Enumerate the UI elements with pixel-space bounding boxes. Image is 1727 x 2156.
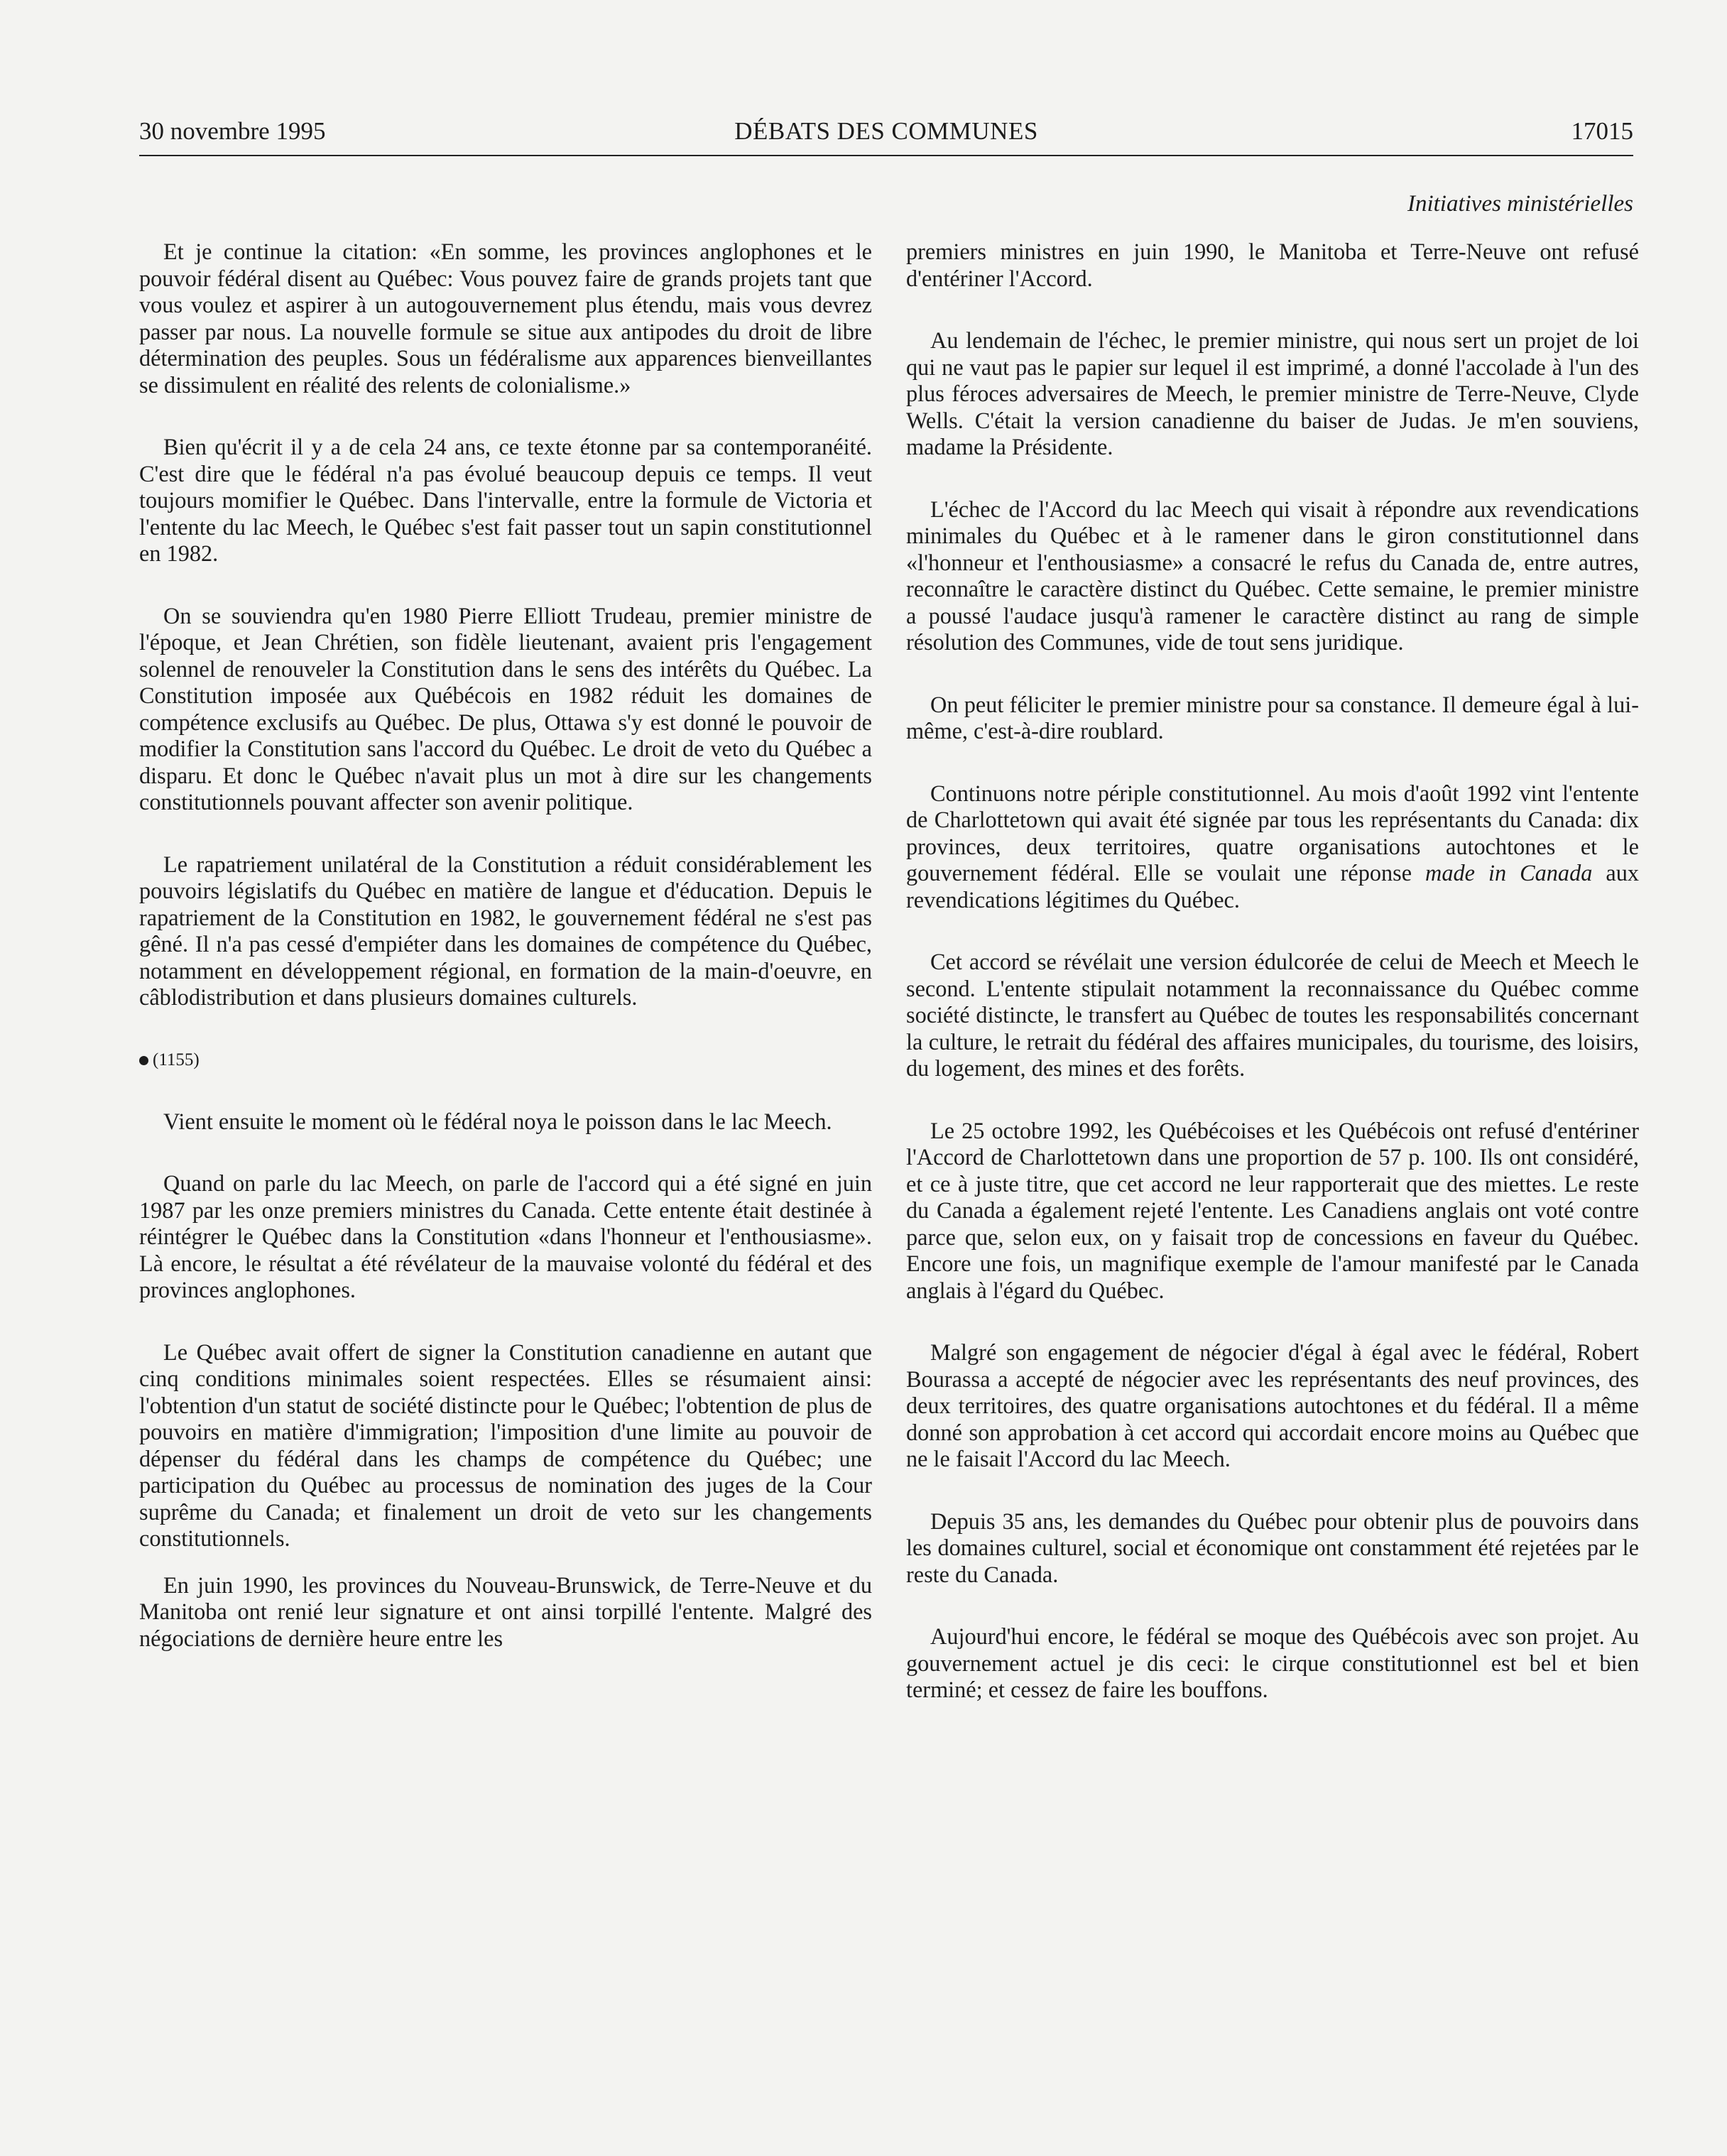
paragraph: Aujourd'hui encore, le fédéral se moque des Québécois avec son projet. Au gouvernement actuel je dis ceci: le cirque constitutionnel est bel et bien terminé; et cessez de faire les bouffons. (906, 1623, 1639, 1702)
paragraph: Le Québec avait offert de signer la Constitution canadienne en autant que cinq conditions minimales soient respectées. Elles se résumaient ainsi: l'obtention d'un statut de société distincte pour le Québec; l'obtention de plus de pouvoirs en matière d'immigration; l'imposition d'une limite au pouvoir de dépenser du fédéral dans les champs de compétence du Québec; une participation du Québec au processus de nomination des juges de la Cour suprême du Canada; et finalement un droit de veto sur les changements constitutionnels. (139, 1339, 872, 1551)
paragraph: Vient ensuite le moment où le fédéral noya le poisson dans le lac Meech. (163, 1108, 832, 1134)
paragraph: premiers ministres en juin 1990, le Manitoba et Terre-Neuve ont refusé d'entériner l'Accord. (906, 239, 1639, 291)
paragraph: Le 25 octobre 1992, les Québécoises et les Québécois ont refusé d'entériner l'Accord de Charlottetown dans une proportion de 57 p. 100. Ils ont considéré, et ce à juste titre, que cet accord ne leur rapporterait que des miettes. Le reste du Canada a également rejeté l'entente. Les Canadiens anglais ont voté contre parce que, selon eux, on y faisait trop de concessions en faveur du Québec. Encore une fois, un magnifique exemple de l'amour manifesté par le Canada anglais à l'égard du Québec. (906, 1117, 1639, 1303)
bullet-icon (139, 1056, 148, 1065)
paragraph: Et je continue la citation: «En somme, les provinces anglophones et le pouvoir fédéral disent au Québec: Vous pouvez faire de grands projets tant que vous voulez et aspirer à un autogouvernement plus étendu, mais vous devrez passer par nous. La nouvelle formule se situe aux antipodes du droit de libre détermination des peuples. Sous un fédéralisme aux apparences bienveillantes se dissimulent en réalité des relents de colonialisme.» (139, 239, 872, 398)
paragraph (906, 780, 1639, 914)
paragraph: Cet accord se révélait une version édulcorée de celui de Meech et Meech le second. L'entente stipulait notamment la reconnaissance du Québec comme société distincte, le transfert au Québec de toutes les responsabilités concernant la culture, le retrait du fédéral des affaires municipales, du tourisme, des loisirs, du logement, des mines et des forêts. (906, 949, 1639, 1081)
italic-phrase: made in Canada (1425, 860, 1593, 886)
time-marker-text: (1155) (153, 1050, 200, 1069)
page-header (139, 114, 1633, 156)
paragraph: Au lendemain de l'échec, le premier ministre, qui nous sert un projet de loi qui ne vaut pas le papier sur lequel il est imprimé, a donné l'accolade à l'un des plus féroces adversaires de Meech, le premier ministre de Terre-Neuve, Clyde Wells. C'était la version canadienne du baiser de Judas. Je m'en souviens, madame la Présidente. (906, 327, 1639, 459)
paragraph: Bien qu'écrit il y a de cela 24 ans, ce texte étonne par sa contemporanéité. C'est dire que le fédéral n'a pas évolué beaucoup depuis ce temps. Il veut toujours momifier le Québec. Dans l'intervalle, entre la formule de Victoria et l'entente du lac Meech, le Québec s'est fait passer tout un sapin constitutionnel en 1982. (139, 434, 872, 566)
header-rule (139, 155, 1633, 156)
page-number: 17015 (1571, 117, 1633, 145)
header-title: DÉBATS DES COMMUNES (734, 117, 1038, 145)
section-label: Initiatives ministérielles (1407, 191, 1633, 217)
paragraph: Depuis 35 ans, les demandes du Québec pour obtenir plus de pouvoirs dans les domaines culturel, social et économique ont constamment été rejetées par le reste du Canada. (906, 1508, 1639, 1587)
time-marker (139, 1047, 872, 1073)
header-date: 30 novembre 1995 (139, 117, 326, 145)
paragraph: L'échec de l'Accord du lac Meech qui visait à répondre aux revendications minimales du Québec et à le ramener dans le giron constitutionnel dans «l'honneur et l'enthousiasme» a consacré le refus du Canada de, entre autres, reconnaître le caractère distinct du Québec. Cette semaine, le premier ministre a poussé l'audace jusqu'à ramener le caractère distinct au rang de simple résolution des Communes, vide de tout sens juridique. (906, 496, 1639, 655)
right-column (906, 239, 1639, 1739)
paragraph-text: aux revendications légitimes du Québec. (906, 860, 1639, 913)
paragraph: Malgré son engagement de négocier d'égal à égal avec le fédéral, Robert Bourassa a accepté de négocier avec les représentants des neuf provinces, des deux territoires, des quatre organisations autochtones et du fédéral. Il a même donné son approbation à cet accord qui accordait encore moins au Québec que ne le faisait l'Accord du lac Meech. (906, 1339, 1639, 1471)
paragraph: On se souviendra qu'en 1980 Pierre Elliott Trudeau, premier ministre de l'époque, et Jean Chrétien, son fidèle lieutenant, avaient pris l'engagement solennel de renouveler la Constitution dans le sens des intérêts du Québec. La Constitution imposée aux Québécois en 1982 réduit les domaines de compétence exclusifs au Québec. De plus, Ottawa s'y est donné le pouvoir de modifier la Constitution sans l'accord du Québec. Le droit de veto du Québec a disparu. Et donc le Québec n'avait plus un mot à dire sur les changements constitutionnels pouvant affecter son avenir politique. (139, 602, 872, 815)
paragraph: Le rapatriement unilatéral de la Constitution a réduit considérablement les pouvoirs législatifs du Québec en matière de langue et d'éducation. Depuis le rapatriement de la Constitution en 1982, le gouvernement fédéral ne s'est pas gêné. Il n'a pas cessé d'empiéter dans les domaines de compétence du Québec, notamment en développement régional, en formation de la main-d'oeuvre, en câblodistribution et dans plusieurs domaines culturels. (139, 851, 872, 1010)
left-column (139, 239, 872, 1687)
paragraph: En juin 1990, les provinces du Nouveau-Brunswick, de Terre-Neuve et du Manitoba ont renié leur signature et ont ainsi torpillé l'entente. Malgré des négociations de dernière heure entre les (139, 1572, 872, 1651)
paragraph: On peut féliciter le premier ministre pour sa constance. Il demeure égal à lui-même, c'est-à-dire roublard. (906, 691, 1639, 744)
paragraph-text: Continuons notre périple constitutionnel. Au mois d'août 1992 vint l'entente de Charlottetown qui avait été signée par tous les représentants du Canada: dix provinces, deux territoires, quatre organisations autochtones et le gouvernement fédéral. Elle se voulait une réponse (906, 780, 1639, 886)
paragraph: Quand on parle du lac Meech, on parle de l'accord qui a été signé en juin 1987 par les onze premiers ministres du Canada. Cette entente était destinée à réintégrer le Québec dans la Constitution «dans l'honneur et l'enthousiasme». Là encore, le résultat a été révélateur de la mauvaise volonté du fédéral et des provinces anglophones. (139, 1170, 872, 1302)
